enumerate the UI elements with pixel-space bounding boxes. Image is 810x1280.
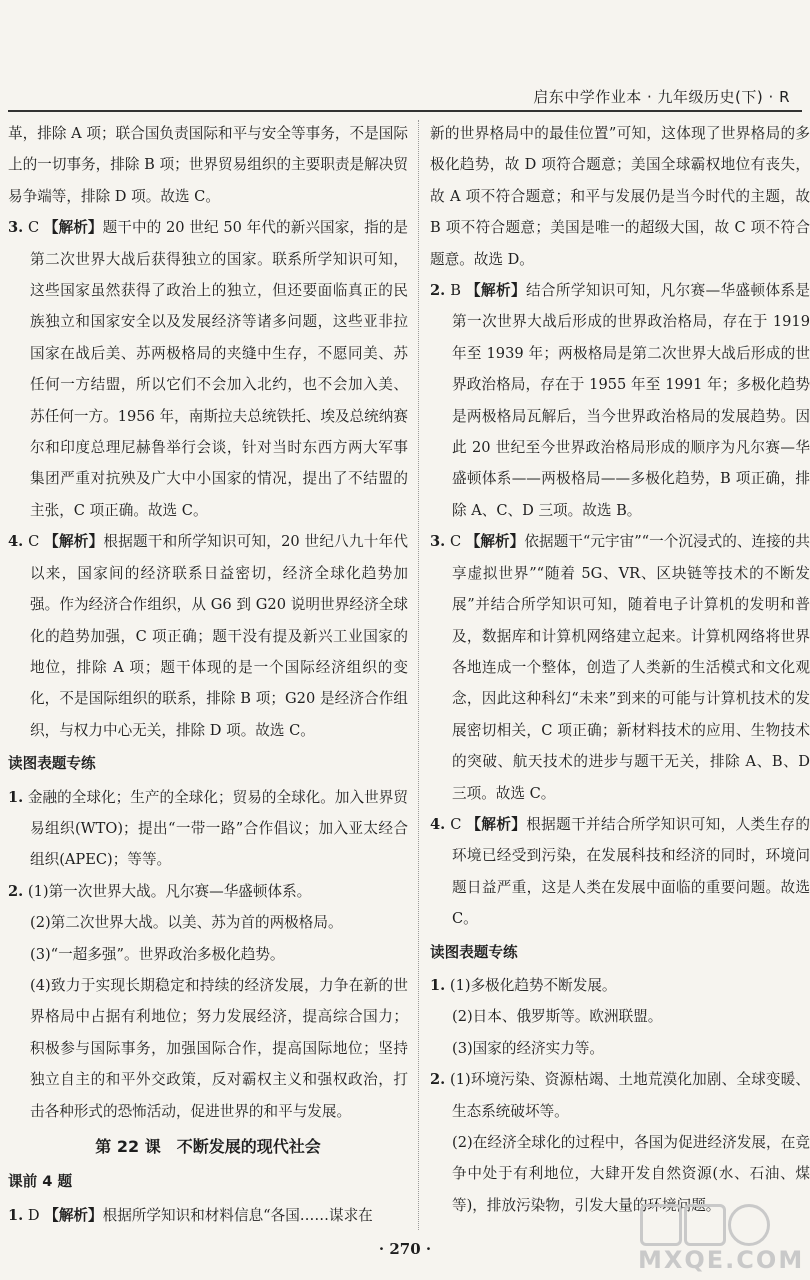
page-number: · 270 · xyxy=(378,1240,432,1258)
lesson-chart-answer-1-part-3: (3)国家的经济实力等。 xyxy=(452,1039,605,1057)
lesson-answer-4: 4. C 【解析】根据题干并结合所学知识可知，人类生存的环境已经受到污染，在发展科技和经济的同时，环境问题日益严重，这是人类在发展中面临的重要问题。故选 C。 xyxy=(430,815,810,928)
chart-answer-1: 1. 金融的全球化；生产的全球化；贸易的全球化。加入世界贸易组织(WTO)；提出“一带一路”合作倡议；加入亚太经合组织(APEC)；等等。 xyxy=(8,788,408,869)
chart-answer-2-part-4: (4)致力于实现长期稳定和持续的经济发展，力争在新的世界格局中占据有利地位；努力发展经济，提高综合国力；积极参与国际事务，加强国际合作，提高国际地位；坚持独立自主的和平外交政策，反对霸权主义和强权政治，打击各种形式的恐怖活动，促进世界的和平与发展。 xyxy=(30,976,408,1120)
section-heading-prelesson: 课前 4 题 xyxy=(8,1173,73,1191)
watermark-logo xyxy=(620,1198,805,1278)
section-heading: 读图表题专练 xyxy=(8,755,96,773)
lesson-answer-2: 2. B 【解析】结合所学知识可知，凡尔赛—华盛顿体系是第一次世界大战后形成的世界政治格局，存在于 1919 年至 1939 年；两极格局是第二次世界大战后形成的世界政治格局，存在于 1955 年至 1991 年；多极化趋势是两极格局瓦解后，当今世界政治格局的发展趋势。因此 20 世纪至今世界政治格局形成的顺序为凡尔赛—华盛顿体系——两极格局——多极化趋势，B 项正确，排除 A、C、D 三项。故选 B。 xyxy=(430,282,810,519)
column-divider xyxy=(418,120,419,1230)
lesson-answer-1: 1. D 【解析】根据所学知识和材料信息“各国……谋求在 xyxy=(8,1206,373,1224)
chart-answer-2-part-3: (3)“一超多强”。世界政治多极化趋势。 xyxy=(30,945,285,963)
continued-text: 革，排除 A 项；联合国负责国际和平与安全等事务，不是国际上的一切事务，排除 B 项；世界贸易组织的主要职责是解决贸易争端等，排除 D 项。故选 C。 xyxy=(8,125,408,205)
section-heading-right: 读图表题专练 xyxy=(430,943,518,961)
answer-item-4: 4. C 【解析】根据题干和所学知识可知，20 世纪八九十年代以来，国家间的经济联系日益密切，经济全球化趋势加强。作为经济合作组织，从 G6 到 G20 说明世界经济全球化的趋势加强，C 项正确；题干没有提及新兴工业国家的地位，排除 A 项；题干体现的是一个国际经济组织的变化，不是国际组织的联系，排除 B 项；G20 是经济合作组织，与权力中心无关，排除 D 项。故选 C。 xyxy=(8,533,408,739)
left-column xyxy=(8,118,408,1228)
lesson-chart-answer-2: 2. (1)环境污染、资源枯竭、土地荒漠化加剧、全球变暖、生态系统破坏等。 xyxy=(430,1071,810,1120)
lesson-title: 第 22 课 不断发展的现代社会 xyxy=(95,1137,321,1156)
continued-text-right: 新的世界格局中的最佳位置”可知，这体现了世界格局的多极化趋势，故 D 项符合题意；美国全球霸权地位有丧失，故 A 项不符合题意；和平与发展仍是当今时代的主题，故 B 项不符合题意；美国是唯一的超级大国，故 C 项不符合题意。故选 D。 xyxy=(430,125,810,268)
header-title: 启东中学作业本 · 九年级历史(下) · R xyxy=(533,88,790,106)
page-header xyxy=(0,0,810,112)
watermark-glyph-icon xyxy=(684,1204,726,1246)
chart-answer-2: 2. (1)第一次世界大战。凡尔赛—华盛顿体系。 xyxy=(8,882,312,900)
lesson-answer-3: 3. C 【解析】依据题干“元宇宙”“一个沉浸式的、连接的共享虚拟世界”“随着 5G、VR、区块链等技术的不断发展”并结合所学知识可知，随着电子计算机的发明和普及，数据库和计算机网络建立起来。计算机网络将世界各地连成一个整体，创造了人类新的生活模式和文化观念，因此这种科幻“未来”到来的可能与计算机技术的发展密切相关，C 项正确；新材料技术的应用、生物技术的突破、航天技术的进步与题干无关，排除 A、B、D 三项。故选 C。 xyxy=(430,533,810,802)
lesson-chart-answer-2-part-2: (2)在经济全球化的过程中，各国为促进经济发展，在竞争中处于有利地位，大肆开发自然资源(水、石油、煤等)，排放污染物，引发大量的环境问题。 xyxy=(452,1134,810,1214)
watermark-glyph-icon xyxy=(640,1204,682,1246)
chart-answer-2-part-2: (2)第二次世界大战。以美、苏为首的两极格局。 xyxy=(30,914,343,932)
answer-item-3: 3. C 【解析】题干中的 20 世纪 50 年代的新兴国家，指的是第二次世界大战后获得独立的国家。联系所学知识可知，这些国家虽然获得了政治上的独立，但还要面临真正的民族独立和国家安全以及发展经济等诸多问题，这些亚非拉国家在战后美、苏两极格局的夹缝中生存，不愿同美、苏任何一方结盟，所以它们不会加入北约，也不会加入美、苏任何一方。1956 年，南斯拉夫总统铁托、埃及总统纳赛尔和印度总理尼赫鲁举行会谈，针对当时东西方两大军事集团严重对抗殃及广大中小国家的情况，提出了不结盟的主张，C 项正确。故选 C。 xyxy=(8,219,408,519)
lesson-chart-answer-1: 1. (1)多极化趋势不断发展。 xyxy=(430,976,617,994)
header-rule xyxy=(8,110,802,112)
watermark-url: MXQE.COM xyxy=(638,1246,805,1274)
lesson-chart-answer-1-part-2: (2)日本、俄罗斯等。欧洲联盟。 xyxy=(452,1008,663,1026)
right-column xyxy=(430,118,810,1228)
watermark-glyph-icon xyxy=(728,1204,770,1246)
